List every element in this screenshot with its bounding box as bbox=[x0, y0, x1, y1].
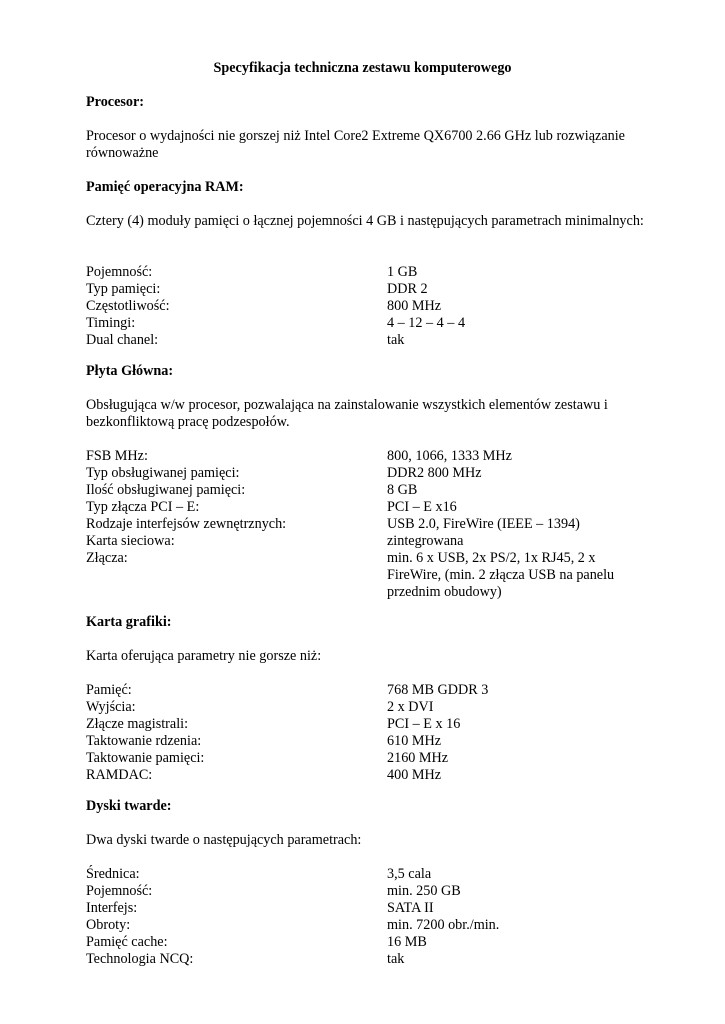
spec-label: Interfejs: bbox=[86, 900, 138, 916]
spec-value: USB 2.0, FireWire (IEEE – 1394) bbox=[387, 516, 580, 532]
spec-label: Typ obsługiwanej pamięci: bbox=[86, 465, 240, 481]
spec-value: min. 250 GB bbox=[387, 883, 461, 899]
spec-row bbox=[86, 315, 646, 332]
spec-value: 16 MB bbox=[387, 934, 427, 950]
spec-value: 800, 1066, 1333 MHz bbox=[387, 448, 512, 464]
spec-row bbox=[86, 465, 646, 482]
section-paragraph-procesor: Procesor o wydajności nie gorszej niż Intel Core2 Extreme QX6700 2.66 GHz lub rozwiązanie równoważne bbox=[86, 128, 625, 161]
spec-label: Rodzaje interfejsów zewnętrznych: bbox=[86, 516, 287, 532]
spec-label: Timingi: bbox=[86, 315, 136, 331]
spec-value: 610 MHz bbox=[387, 733, 441, 749]
spec-row bbox=[86, 499, 646, 516]
section-paragraph-graphics: Karta oferująca parametry nie gorsze niż: bbox=[86, 648, 322, 664]
spec-label: Częstotliwość: bbox=[86, 298, 170, 314]
spec-label: Pamięć cache: bbox=[86, 934, 168, 950]
spec-value: 2160 MHz bbox=[387, 750, 449, 766]
spec-list-ram bbox=[86, 264, 646, 349]
spec-label: Pamięć: bbox=[86, 682, 132, 698]
spec-label: RAMDAC: bbox=[86, 767, 153, 783]
spec-row bbox=[86, 951, 646, 968]
spec-label: Pojemność: bbox=[86, 264, 153, 280]
spec-row bbox=[86, 482, 646, 499]
section-heading-motherboard: Płyta Główna: bbox=[86, 363, 174, 379]
spec-value: min. 7200 obr./min. bbox=[387, 917, 500, 933]
section-heading-ram: Pamięć operacyjna RAM: bbox=[86, 179, 244, 195]
spec-row bbox=[86, 934, 646, 951]
spec-list-hard-drives bbox=[86, 866, 646, 968]
spec-label: Wyjścia: bbox=[86, 699, 136, 715]
spec-value: 400 MHz bbox=[387, 767, 441, 783]
spec-row bbox=[86, 298, 646, 315]
spec-label: Ilość obsługiwanej pamięci: bbox=[86, 482, 246, 498]
spec-value: SATA II bbox=[387, 900, 434, 916]
spec-value: PCI – E x16 bbox=[387, 499, 457, 515]
spec-value: DDR 2 bbox=[387, 281, 428, 297]
spec-value: tak bbox=[387, 951, 405, 967]
spec-value: min. 6 x USB, 2x PS/2, 1x RJ45, 2 x FireWire, (min. 2 złącza USB na panelu przednim obudowy) bbox=[387, 550, 615, 600]
spec-label: Dual chanel: bbox=[86, 332, 159, 348]
spec-label: Typ pamięci: bbox=[86, 281, 161, 297]
spec-value: 2 x DVI bbox=[387, 699, 434, 715]
spec-value: zintegrowana bbox=[387, 533, 464, 549]
spec-label: Złącza: bbox=[86, 550, 128, 566]
spec-label: Typ złącza PCI – E: bbox=[86, 499, 200, 515]
spec-label: Taktowanie rdzenia: bbox=[86, 733, 202, 749]
spec-value: tak bbox=[387, 332, 405, 348]
spec-value: 4 – 12 – 4 – 4 bbox=[387, 315, 466, 331]
spec-value: 1 GB bbox=[387, 264, 418, 280]
spec-row bbox=[86, 448, 646, 465]
spec-row bbox=[86, 917, 646, 934]
spec-row bbox=[86, 866, 646, 883]
spec-row bbox=[86, 767, 646, 784]
spec-label: FSB MHz: bbox=[86, 448, 148, 464]
spec-row bbox=[86, 883, 646, 900]
spec-row bbox=[86, 332, 646, 349]
spec-label: Karta sieciowa: bbox=[86, 533, 175, 549]
spec-value: 768 MB GDDR 3 bbox=[387, 682, 489, 698]
spec-row bbox=[86, 281, 646, 298]
section-heading-graphics: Karta grafiki: bbox=[86, 614, 172, 630]
spec-label: Złącze magistrali: bbox=[86, 716, 189, 732]
spec-value: 8 GB bbox=[387, 482, 418, 498]
spec-row bbox=[86, 750, 646, 767]
spec-row bbox=[86, 699, 646, 716]
spec-row bbox=[86, 733, 646, 750]
spec-row bbox=[86, 682, 646, 699]
spec-value: 800 MHz bbox=[387, 298, 441, 314]
spec-list-motherboard bbox=[86, 448, 646, 601]
spec-row bbox=[86, 716, 646, 733]
section-paragraph-hard-drives: Dwa dyski twarde o następujących parametrach: bbox=[86, 832, 362, 848]
spec-value: DDR2 800 MHz bbox=[387, 465, 482, 481]
section-heading-procesor: Procesor: bbox=[86, 94, 145, 110]
spec-row bbox=[86, 900, 646, 917]
spec-row bbox=[86, 533, 646, 550]
section-paragraph-motherboard: Obsługująca w/w procesor, pozwalająca na zainstalowanie wszystkich elementów zestawu i bezkonfliktową pracę podzespołów. bbox=[86, 397, 608, 430]
spec-label: Taktowanie pamięci: bbox=[86, 750, 205, 766]
section-heading-hard-drives: Dyski twarde: bbox=[86, 798, 172, 814]
spec-row bbox=[86, 550, 646, 601]
spec-label: Średnica: bbox=[86, 866, 140, 882]
spec-value: 3,5 cala bbox=[387, 866, 432, 882]
spec-row bbox=[86, 516, 646, 533]
spec-value: PCI – E x 16 bbox=[387, 716, 461, 732]
spec-label: Obroty: bbox=[86, 917, 131, 933]
document-title: Specyfikacja techniczna zestawu komputerowego bbox=[213, 60, 512, 76]
section-paragraph-ram: Cztery (4) moduły pamięci o łącznej pojemności 4 GB i następujących parametrach minimalnych: bbox=[86, 213, 644, 229]
spec-list-graphics bbox=[86, 682, 646, 784]
spec-label: Pojemność: bbox=[86, 883, 153, 899]
spec-label: Technologia NCQ: bbox=[86, 951, 194, 967]
spec-row bbox=[86, 264, 646, 281]
